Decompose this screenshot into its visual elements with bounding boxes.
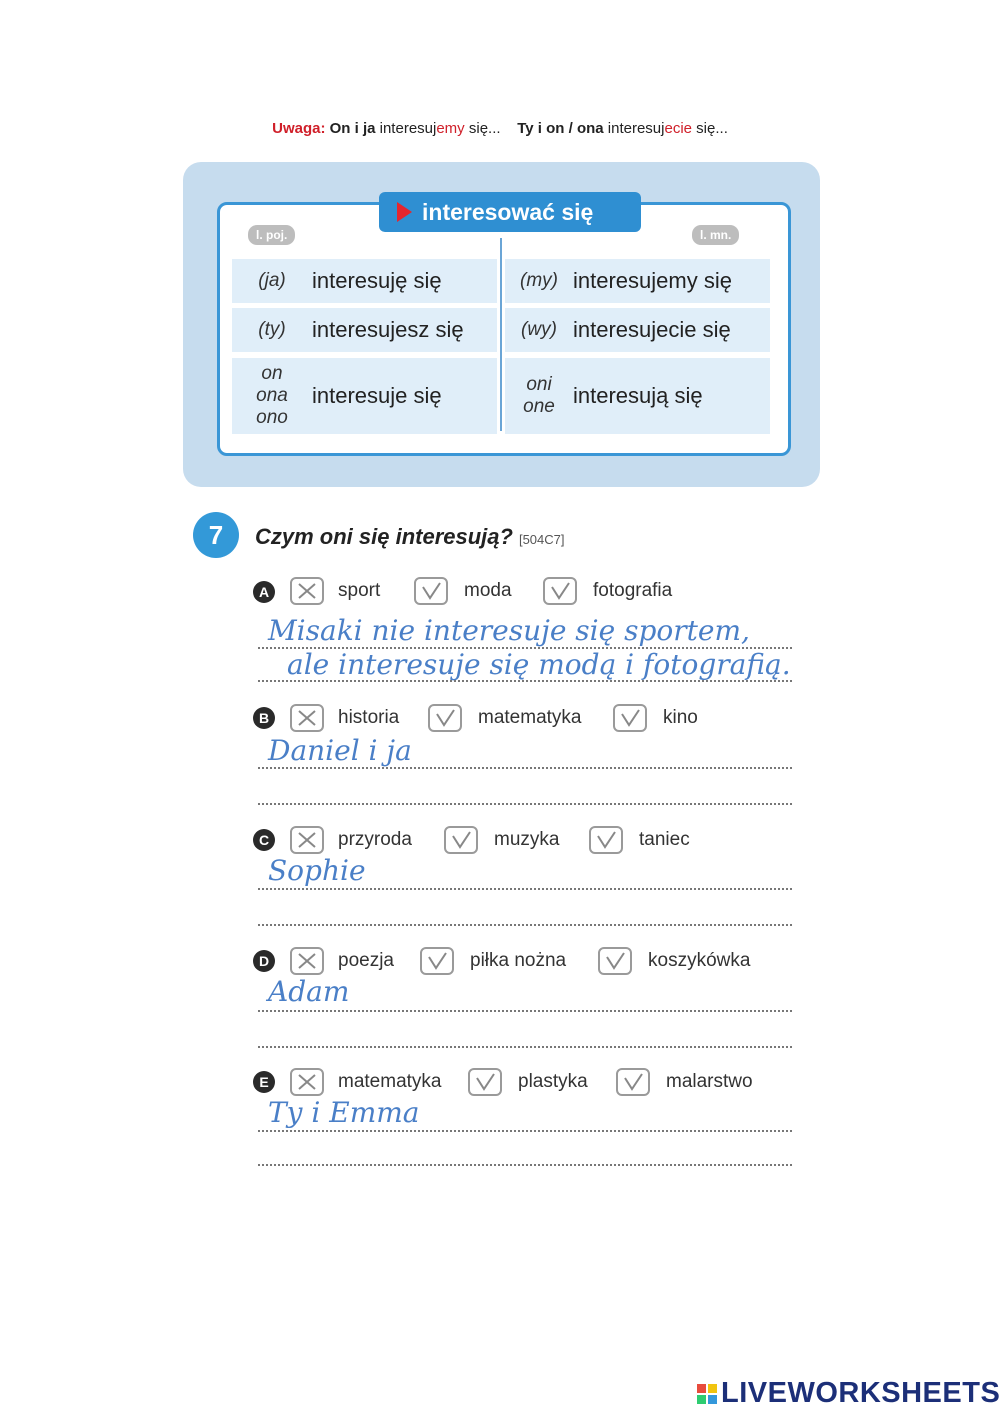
play-triangle-icon bbox=[397, 202, 412, 222]
exercise-code: [504C7] bbox=[518, 532, 565, 547]
answer-line bbox=[258, 767, 792, 769]
verb-form-on: interesuje się bbox=[312, 383, 442, 408]
verb-banner bbox=[379, 192, 641, 232]
check-box-icon bbox=[613, 704, 647, 732]
check-box-icon bbox=[444, 826, 478, 854]
singular-pill: l. poj. bbox=[248, 225, 295, 245]
answer-line bbox=[258, 1130, 792, 1132]
pronoun-on-ona-ono: on ona ono bbox=[256, 363, 288, 428]
answer-line bbox=[258, 1164, 792, 1166]
option-d-1: poezja bbox=[338, 950, 394, 971]
option-e-1: matematyka bbox=[338, 1071, 442, 1092]
answer-line bbox=[258, 924, 792, 926]
answer-d-line-1: Adam bbox=[268, 975, 350, 1008]
verb-form-my: interesujemy się bbox=[573, 268, 732, 293]
note-subject-1: On i ja bbox=[329, 120, 376, 137]
plural-pill: l. mn. bbox=[692, 225, 739, 245]
option-a-3: fotografia bbox=[593, 580, 673, 601]
note-verb-stem-2: interesuj bbox=[603, 120, 665, 137]
cross-box-icon bbox=[290, 577, 324, 605]
option-a-2: moda bbox=[464, 580, 512, 601]
note-label: Uwaga: bbox=[272, 120, 326, 137]
note-reflexive-1: się... bbox=[464, 120, 501, 137]
check-box-icon bbox=[414, 577, 448, 605]
conj-cell-my bbox=[505, 259, 770, 303]
note-subject-2: Ty i on / ona bbox=[517, 120, 604, 137]
logo-text: LIVEWORKSHEETS bbox=[721, 1377, 1000, 1409]
answer-line bbox=[258, 1010, 792, 1012]
column-divider bbox=[500, 238, 502, 431]
option-b-3: kino bbox=[663, 707, 698, 728]
verb-form-wy: interesujecie się bbox=[573, 317, 731, 342]
note-ending-1: emy bbox=[436, 120, 465, 137]
conj-cell-oni bbox=[505, 358, 770, 434]
check-box-icon bbox=[420, 947, 454, 975]
check-box-icon bbox=[616, 1068, 650, 1096]
option-d-2: piłka nożna bbox=[470, 950, 567, 971]
check-box-icon bbox=[428, 704, 462, 732]
pronoun-oni-one: oni one bbox=[523, 374, 555, 417]
answer-line bbox=[258, 1046, 792, 1048]
pronoun-wy: (wy) bbox=[521, 319, 557, 340]
check-box-icon bbox=[589, 826, 623, 854]
answer-b-line-1: Daniel i ja bbox=[268, 734, 412, 767]
grammar-note bbox=[0, 120, 1000, 137]
option-a-1: sport bbox=[338, 580, 381, 601]
cross-box-icon bbox=[290, 1068, 324, 1096]
answer-e-line-1: Ty i Emma bbox=[268, 1096, 420, 1129]
answer-line bbox=[258, 888, 792, 890]
check-box-icon bbox=[598, 947, 632, 975]
answer-line bbox=[258, 680, 792, 682]
verb-form-ja: interesuję się bbox=[312, 268, 442, 293]
answer-line bbox=[258, 803, 792, 805]
conj-cell-wy bbox=[505, 308, 770, 352]
item-letter-a: A bbox=[253, 581, 275, 603]
exercise-title: Czym oni się interesują? [504C7] bbox=[255, 524, 565, 549]
option-c-2: muzyka bbox=[494, 829, 560, 850]
item-letter-c: C bbox=[253, 829, 275, 851]
note-reflexive-2: się... bbox=[692, 120, 728, 137]
item-letter-b: B bbox=[253, 707, 275, 729]
logo-squares-icon bbox=[697, 1384, 717, 1404]
verb-form-ty: interesujesz się bbox=[312, 317, 464, 342]
pronoun-ja: (ja) bbox=[258, 270, 286, 291]
answer-a-line-1: Misaki nie interesuje się sportem, bbox=[268, 614, 750, 647]
option-e-2: plastyka bbox=[518, 1071, 588, 1092]
conj-cell-ja bbox=[232, 259, 497, 303]
answer-c-line-1: Sophie bbox=[268, 854, 366, 887]
pronoun-ty: (ty) bbox=[258, 319, 286, 340]
option-c-1: przyroda bbox=[338, 829, 412, 850]
item-letter-d: D bbox=[253, 950, 275, 972]
note-verb-stem-1: interesuj bbox=[375, 120, 437, 137]
option-c-3: taniec bbox=[639, 829, 690, 850]
answer-a-line-2: ale interesuje się modą i fotografią. bbox=[287, 648, 791, 681]
option-b-2: matematyka bbox=[478, 707, 582, 728]
cross-box-icon bbox=[290, 704, 324, 732]
item-letter-e: E bbox=[253, 1071, 275, 1093]
exercise-number: 7 bbox=[193, 512, 239, 558]
check-box-icon bbox=[468, 1068, 502, 1096]
check-box-icon bbox=[543, 577, 577, 605]
pronoun-my: (my) bbox=[520, 270, 558, 291]
cross-box-icon bbox=[290, 826, 324, 854]
liveworksheets-logo bbox=[697, 1377, 1000, 1410]
option-e-3: malarstwo bbox=[666, 1071, 753, 1092]
verb-form-oni: interesują się bbox=[573, 383, 703, 408]
option-d-3: koszykówka bbox=[648, 950, 751, 971]
cross-box-icon bbox=[290, 947, 324, 975]
conj-cell-on bbox=[232, 358, 497, 434]
conj-cell-ty bbox=[232, 308, 497, 352]
banner-label: interesować się bbox=[422, 199, 594, 225]
note-ending-2: ecie bbox=[664, 120, 693, 137]
option-b-1: historia bbox=[338, 707, 400, 728]
